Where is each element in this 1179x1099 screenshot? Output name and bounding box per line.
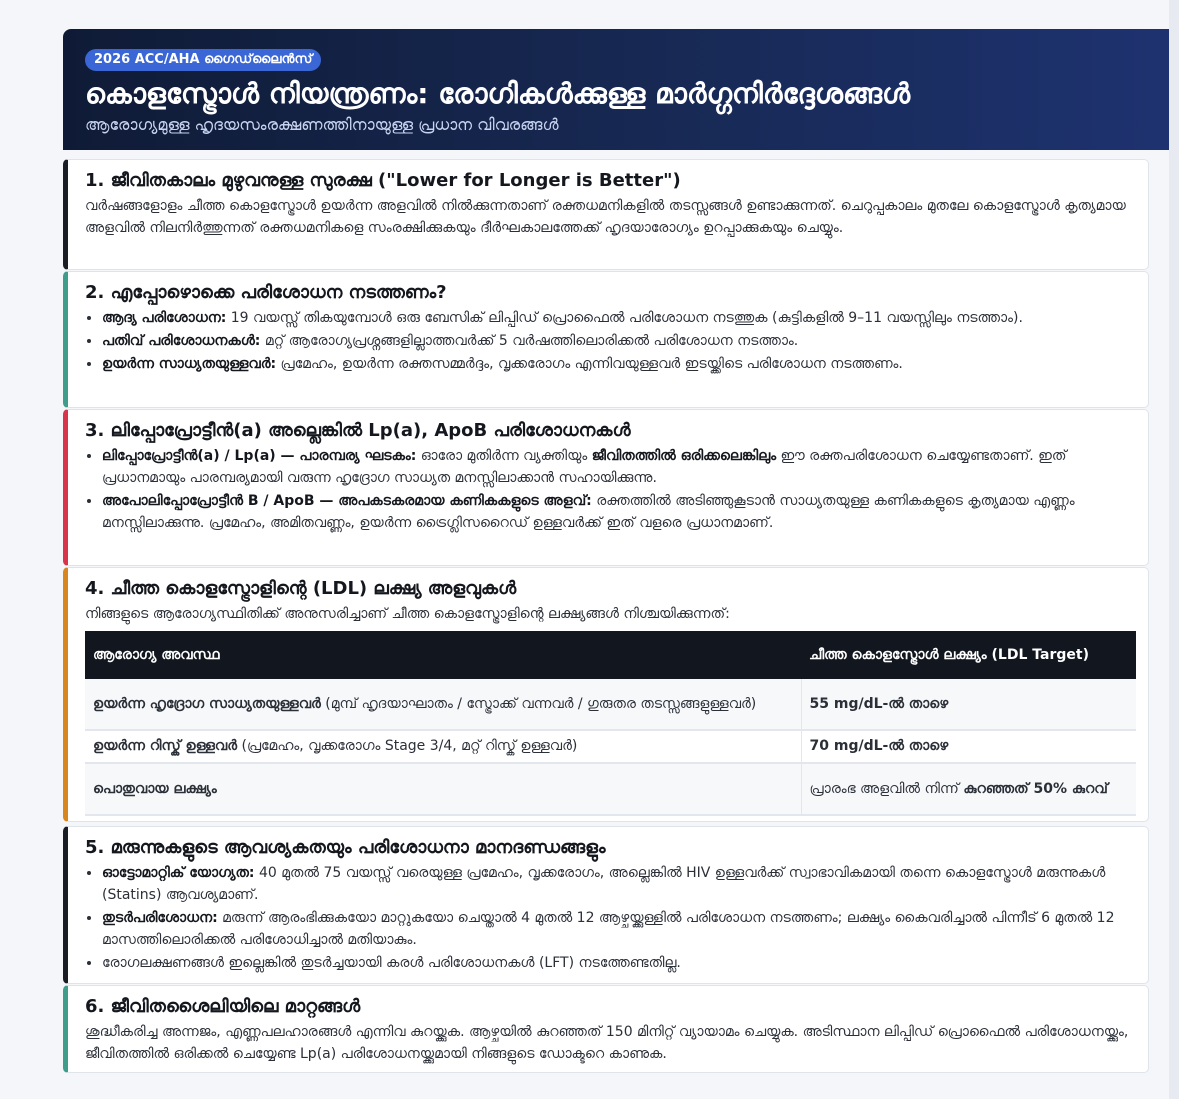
condition-name: ഉയർന്ന റിസ്ക് ഉള്ളവർ	[93, 738, 238, 754]
column-header: ആരോഗ്യ അവസ്ഥ	[85, 631, 801, 679]
list-item	[102, 307, 1132, 329]
page-title: കൊളസ്ട്രോൾ നിയന്ത്രണം: രോഗികൾക്കുള്ള മാർഗ്ഗനിർദ്ദേശങ്ങൾ	[85, 77, 911, 110]
condition-detail: (പ്രമേഹം, വൃക്കരോഗം Stage 3/4, മറ്റ് റിസ്ക് ഉള്ളവർ)	[237, 738, 578, 754]
item-label: ഉയർന്ന സാധ്യതയുള്ളവർ:	[102, 356, 277, 372]
item-label: പതിവ് പരിശോധനകൾ:	[102, 333, 261, 349]
section-medication-criteria	[63, 826, 1149, 984]
item-label: തുടർപരിശോധന:	[102, 910, 218, 926]
list-item	[102, 862, 1132, 906]
table-row	[85, 679, 1136, 730]
section-title: 2. എപ്പോഴൊക്കെ പരിശോധന നടത്തണം?	[85, 282, 447, 303]
ldl-target-table	[85, 631, 1136, 816]
item-label: ആദ്യ പരിശോധന:	[102, 310, 227, 326]
section-text: ശുദ്ധീകരിച്ച അന്നജം, എണ്ണപലഹാരങ്ങൾ എന്നിവ കുറയ്ക്കുക. ആഴ്ചയിൽ കുറഞ്ഞത് 150 മിനിറ്റ് വ്യായാമം ചെയ്യുക. അടിസ്ഥാന ലിപ്പിഡ് പ്രൊഫൈൽ പരിശോധനയ്ക്കും, ജീവിതത്തിൽ ഒരിക്കൽ ചെയ്യേണ്ട Lp(a) പരിശോധനയ്ക്കുമായി നിങ്ങളുടെ ഡോക്ടറെ കാണുക.	[85, 1024, 1129, 1062]
target-value: 70 mg/dL-ൽ താഴെ	[809, 738, 949, 754]
item-text: 40 മുതൽ 75 വയസ്സ് വരെയുള്ള പ്രമേഹം, വൃക്കരോഗം, അല്ലെങ്കിൽ HIV ഉള്ളവർക്ക് സ്വാഭാവികമായി തന്നെ കൊളസ്ട്രോൾ മരുന്നുകൾ (Statins) ആവശ്യമാണ്.	[102, 865, 1106, 903]
item-text: രക്തത്തിൽ അടിഞ്ഞുകൂടാൻ സാധ്യതയുള്ള കണികകളുടെ കൃത്യമായ എണ്ണം മനസ്സിലാക്കുന്നു. പ്രമേഹം, അമിതവണ്ണം, ഉയർന്ന ട്രൈഗ്ലിസറൈഡ് ഉള്ളവർക്ക് ഇത് വളരെ പ്രധാനമാണ്.	[102, 493, 1075, 531]
target-prefix: പ്രാരംഭ അളവിൽ നിന്ന്	[809, 780, 964, 797]
section-intro: നിങ്ങളുടെ ആരോഗ്യസ്ഥിതിക്ക് അനുസരിച്ചാണ് ചീത്ത കൊളസ്ട്രോളിന്റെ ലക്ഷ്യങ്ങൾ നിശ്ചയിക്കുന്നത്:	[85, 606, 730, 622]
condition-cell	[85, 679, 801, 730]
item-label: ഓട്ടോമാറ്റിക് യോഗ്യത:	[102, 865, 255, 881]
list-item	[102, 353, 1132, 375]
section-title: 3. ലിപ്പോപ്രോട്ടീൻ(a) അല്ലെങ്കിൽ Lp(a), ApoB പരിശോധനകൾ	[85, 420, 631, 441]
section-lifestyle-changes	[63, 985, 1149, 1073]
list-item	[102, 490, 1132, 534]
guideline-badge: 2026 ACC/AHA ഗൈഡ്‌ലൈൻസ്	[85, 49, 321, 71]
page-subtitle: ആരോഗ്യമുള്ള ഹൃദയസംരക്ഷണത്തിനായുള്ള പ്രധാന വിവരങ്ങൾ	[85, 115, 559, 134]
condition-cell	[85, 763, 801, 815]
section-lpa-apob	[63, 409, 1149, 566]
list-item	[102, 907, 1132, 951]
target-cell	[801, 763, 1136, 815]
item-text: രോഗലക്ഷണങ്ങൾ ഇല്ലെങ്കിൽ തുടർച്ചയായി കരൾ പരിശോധനകൾ (LFT) നടത്തേണ്ടതില്ല.	[102, 955, 681, 971]
list-item	[102, 952, 1132, 974]
item-text: മരുന്ന് ആരംഭിക്കുകയോ മാറ്റുകയോ ചെയ്താൽ 4 മുതൽ 12 ആഴ്ചയ്ക്കുള്ളിൽ പരിശോധന നടത്തണം; ലക്ഷ്യം കൈവരിച്ചാൽ പിന്നീട് 6 മുതൽ 12 മാസത്തിലൊരിക്കൽ പരിശോധിച്ചാൽ മതിയാകും.	[102, 910, 1115, 948]
condition-cell	[85, 730, 801, 763]
target-value: കുറഞ്ഞത് 50% കുറവ്	[963, 780, 1108, 797]
table-row	[85, 763, 1136, 815]
section-testing-frequency	[63, 271, 1149, 408]
section-title: 6. ജീവിതശൈലിയിലെ മാറ്റങ്ങൾ	[85, 996, 361, 1017]
header-banner	[63, 29, 1169, 150]
condition-name: പൊതുവായ ലക്ഷ്യം	[93, 780, 217, 797]
target-cell	[801, 730, 1136, 763]
list-item	[102, 445, 1132, 489]
condition-detail: (മുമ്പ് ഹൃദയാഘാതം / സ്ട്രോക്ക് വന്നവർ / ഗുരുതര തടസ്സങ്ങളുള്ളവർ)	[320, 695, 757, 712]
section-title: 4. ചീത്ത കൊളസ്ട്രോളിന്റെ (LDL) ലക്ഷ്യ അളവുകൾ	[85, 578, 517, 599]
section-lifelong-protection	[63, 159, 1149, 270]
lpa-list	[85, 445, 1132, 534]
table-header-row	[85, 631, 1136, 679]
section-text: വർഷങ്ങളോളം ചീത്ത കൊളസ്ട്രോൾ ഉയർന്ന അളവിൽ നിൽക്കുന്നതാണ് രക്തധമനികളിൽ തടസ്സങ്ങൾ ഉണ്ടാക്കുന്നത്. ചെറുപ്പകാലം മുതലേ കൊളസ്ട്രോൾ കൃത്യമായ അളവിൽ നിലനിർത്തുന്നത് രക്തധമനികളെ സംരക്ഷിക്കുകയും ദീർഘകാലത്തേക്ക് ഹൃദയാരോഗ്യം ഉറപ്പാക്കുകയും ചെയ്യും.	[85, 198, 1126, 236]
item-label: ലിപ്പോപ്രോട്ടീൻ(a) / Lp(a) — പാരമ്പര്യ ഘടകം:	[102, 448, 417, 464]
column-header: ചീത്ത കൊളസ്ട്രോൾ ലക്ഷ്യം (LDL Target)	[801, 631, 1136, 679]
item-emphasis: ജീവിതത്തിൽ ഒരിക്കലെങ്കിലും	[591, 448, 777, 464]
table-row	[85, 730, 1136, 763]
section-title: 5. മരുന്നുകളുടെ ആവശ്യകതയും പരിശോധനാ മാനദണ്ഡങ്ങളും	[85, 837, 606, 858]
target-value: 55 mg/dL-ൽ താഴെ	[809, 695, 949, 712]
list-item	[102, 330, 1132, 352]
condition-name: ഉയർന്ന ഹൃദ്രോഗ സാധ്യതയുള്ളവർ	[93, 695, 321, 712]
section-ldl-targets	[63, 567, 1149, 822]
item-text: ഓരോ മുതിർന്ന വ്യക്തിയും	[416, 448, 592, 464]
item-label: അപോലിപ്പോപ്രോട്ടീൻ B / ApoB — അപകടകരമായ കണികകളുടെ അളവ്:	[102, 493, 592, 509]
section-title: 1. ജീവിതകാലം മുഴുവനുള്ള സുരക്ഷ ("Lower for Longer is Better")	[85, 170, 681, 191]
item-text: മറ്റ് ആരോഗ്യപ്രശ്നങ്ങളില്ലാത്തവർക്ക് 5 വർഷത്തിലൊരിക്കൽ പരിശോധന നടത്താം.	[260, 333, 799, 349]
target-cell	[801, 679, 1136, 730]
item-text: ഈ രക്തപരിശോധന ചെയ്യേണ്ടതാണ്. ഇത് പ്രധാനമായും പാരമ്പര്യമായി വരുന്ന ഹൃദ്രോഗ സാധ്യത മനസ്സിലാക്കാൻ സഹായിക്കുന്നു.	[102, 448, 1067, 486]
item-text: 19 വയസ്സ് തികയുമ്പോൾ ഒരു ബേസിക് ലിപ്പിഡ് പ്രൊഫൈൽ പരിശോധന നടത്തുക (കുട്ടികളിൽ 9–11 വയസ്സിലും നടത്താം).	[226, 310, 1023, 326]
medication-list	[85, 862, 1132, 974]
item-text: പ്രമേഹം, ഉയർന്ന രക്തസമ്മർദ്ദം, വൃക്കരോഗം എന്നിവയുള്ളവർ ഇടയ്ക്കിടെ പരിശോധന നടത്തണം.	[276, 356, 903, 372]
testing-list	[85, 307, 1132, 375]
